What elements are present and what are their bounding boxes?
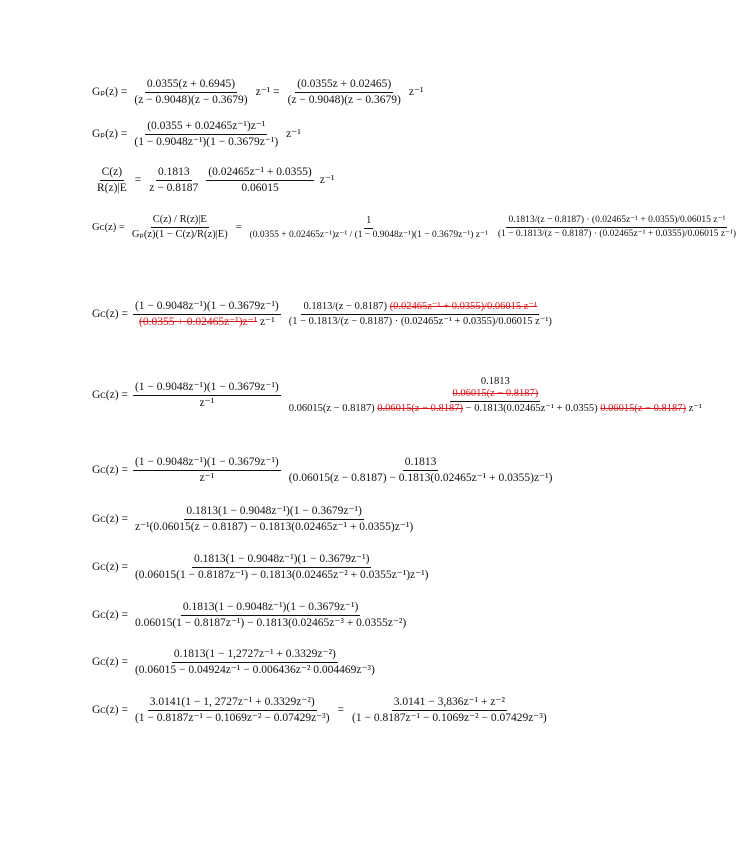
eq6-f2-numerator-struck: 0.06015(z − 0.8187)	[452, 388, 539, 400]
eq5-f2-denominator: (1 − 0.1813/(z − 0.8187) · (0.02465z⁻¹ + 0.0355)/0.06015 z⁻¹)	[288, 316, 552, 328]
eq7-fraction-2	[287, 456, 555, 485]
eq10-numerator: 0.1813(1 − 0.9048z⁻¹)(1 − 0.3679z⁻¹)	[181, 601, 360, 616]
equation-1	[92, 78, 426, 107]
eq7-f2-denominator: (0.06015(z − 0.8187) − 0.1813(0.02465z⁻¹ + 0.0355)z⁻¹)	[288, 472, 553, 485]
eq12-fraction-2	[350, 696, 549, 725]
eq3-f1-numerator: 0.1813	[156, 166, 192, 181]
eq12-f1-denominator: (1 − 0.8187z⁻¹ − 0.1069z⁻² − 0.07429z⁻³)	[134, 712, 330, 725]
eq1-f2-numerator: (0.0355z + 0.02465)	[295, 78, 393, 93]
equation-6	[92, 376, 707, 415]
eq1-f1-tail: z⁻¹ =	[255, 86, 280, 99]
eq5-f2-numerator	[301, 301, 539, 315]
eq9-numerator: 0.1813(1 − 0.9048z⁻¹)(1 − 0.3679z⁻¹)	[192, 553, 371, 568]
eq4-big-numerator: C(z) / R(z)|E	[151, 214, 209, 228]
equation-7	[92, 456, 557, 485]
equation-8	[92, 505, 418, 534]
eq4-lhs: Gᴄ(z) =	[92, 221, 125, 233]
eq1-f1-numerator: 0.0355(z + 0.6945)	[145, 78, 237, 93]
eq7-fraction-1	[133, 456, 281, 485]
equation-4	[92, 214, 741, 241]
eq6-f2-numerator	[450, 376, 540, 402]
eq3-fraction-1	[147, 166, 200, 195]
eq1-fraction-1	[132, 78, 249, 107]
eq5-f1-denominator-tail: z⁻¹	[260, 316, 275, 329]
eq2-numerator: (0.0355 + 0.02465z⁻¹)z⁻¹	[145, 120, 267, 135]
eq6-f2-den-part-b-struck: 0.06015(z − 0.8187)	[600, 403, 687, 415]
eq6-lhs: Gᴄ(z) =	[92, 388, 128, 401]
eq4-f1-numerator: 1	[364, 215, 373, 229]
eq12-f2-denominator: (1 − 0.8187z⁻¹ − 0.1069z⁻² − 0.07429z⁻³)	[352, 712, 547, 725]
equation-2	[92, 120, 304, 149]
eq2-denominator: (1 − 0.9048z⁻¹)(1 − 0.3679z⁻¹)	[134, 136, 279, 149]
eq10-denominator: 0.06015(1 − 0.8187z⁻¹) − 0.1813(0.02465z⁻³ + 0.0355z⁻²)	[134, 617, 407, 630]
eq10-lhs: Gᴄ(z) =	[92, 609, 128, 622]
eq5-f2-numerator-part: 0.1813/(z − 0.8187)	[303, 301, 387, 313]
equation-12	[92, 696, 552, 725]
eq10-fraction	[133, 601, 408, 630]
eq2-fraction	[132, 120, 280, 149]
equation-9	[92, 553, 434, 582]
eq1-f2-tail: z⁻¹	[408, 86, 424, 99]
eq6-fraction-2	[287, 376, 704, 415]
equation-5	[92, 300, 557, 329]
eq11-denominator: (0.06015 − 0.04924z⁻¹ − 0.006436z⁻² 0.004469z⁻³)	[134, 664, 375, 677]
eq3-lhs-fraction	[95, 166, 129, 195]
eq7-f1-numerator: (1 − 0.9048z⁻¹)(1 − 0.3679z⁻¹)	[133, 456, 281, 471]
eq3-f2-denominator: 0.06015	[241, 182, 279, 195]
eq4-f2-numerator: 0.1813/(z − 0.8187) · (0.02465z⁻¹ + 0.0355)/0.06015 z⁻¹	[506, 215, 727, 228]
eq1-f1-denominator: (z − 0.9048)(z − 0.3679)	[134, 94, 248, 107]
eq9-fraction	[133, 553, 431, 582]
eq4-equals: =	[235, 221, 242, 233]
eq4-big-fraction	[130, 214, 230, 241]
eq1-fraction-2	[286, 78, 403, 107]
eq11-numerator: 0.1813(1 − 1,2727z⁻¹ + 0.3329z⁻²)	[172, 648, 338, 663]
eq4-big-denominator: Gₚ(z)(1 − C(z)/R(z)|E)	[131, 229, 228, 241]
eq8-numerator: 0.1813(1 − 0.9048z⁻¹)(1 − 0.3679z⁻¹)	[184, 505, 363, 520]
eq5-f1-denominator	[137, 315, 277, 329]
eq12-f1-numerator: 3.0141(1 − 1, 2727z⁻¹ + 0.3329z⁻²)	[148, 696, 317, 711]
eq3-equals: =	[134, 174, 142, 187]
eq7-f2-numerator: 0.1813	[403, 456, 439, 471]
eq3-lhs-numerator: C(z)	[100, 166, 124, 181]
eq5-fraction-2	[287, 301, 554, 328]
eq8-fraction	[133, 505, 415, 534]
eq6-f2-denominator: 0.06015(z − 0.8187) 0.06015(z − 0.8187) − 0.1813(0.02465z⁻¹ + 0.0355) 0.06015(z − 0.8187) z⁻¹	[288, 403, 703, 415]
eq5-fraction-1	[133, 300, 281, 329]
eq1-lhs: Gₚ(z) =	[92, 86, 128, 99]
eq6-f1-numerator: (1 − 0.9048z⁻¹)(1 − 0.3679z⁻¹)	[133, 381, 281, 396]
eq5-f2-numerator-struck: (0.02465z⁻¹ + 0.0355)/0.06015 z⁻¹	[389, 301, 538, 313]
eq11-fraction	[133, 648, 377, 677]
eq9-lhs: Gᴄ(z) =	[92, 561, 128, 574]
eq3-tail: z⁻¹	[319, 174, 335, 187]
eq3-f1-denominator: z − 0.8187	[149, 182, 199, 195]
eq1-f2-denominator: (z − 0.9048)(z − 0.3679)	[287, 94, 401, 107]
equation-3	[92, 166, 337, 195]
equation-11	[92, 648, 380, 677]
eq4-fraction-1	[248, 215, 490, 241]
eq6-f2-den-tail: z⁻¹	[688, 403, 703, 415]
eq3-f2-numerator: (0.02465z⁻¹ + 0.0355)	[206, 166, 314, 181]
eq5-lhs: Gᴄ(z) =	[92, 308, 128, 321]
eq12-lhs: Gᴄ(z) =	[92, 704, 128, 717]
eq12-equals: =	[337, 704, 345, 717]
eq4-f1-denominator: (0.0355 + 0.02465z⁻¹)z⁻¹ / (1 − 0.9048z⁻¹)(1 − 0.3679z⁻¹) z⁻¹	[249, 229, 488, 240]
eq6-f1-denominator: z⁻¹	[199, 397, 215, 410]
eq12-f2-numerator: 3.0141 − 3,836z⁻¹ + z⁻²	[392, 696, 507, 711]
eq5-f1-numerator: (1 − 0.9048z⁻¹)(1 − 0.3679z⁻¹)	[133, 300, 281, 315]
eq6-fraction-1	[133, 381, 281, 410]
eq2-tail: z⁻¹	[286, 128, 301, 141]
eq4-f2-denominator: (1 − 0.1813/(z − 0.8187) · (0.02465z⁻¹ + 0.0355)/0.06015 z⁻¹)	[497, 229, 736, 240]
eq3-fraction-2	[206, 166, 314, 195]
eq2-lhs: Gₚ(z) =	[92, 128, 128, 141]
eq6-f2-numerator-part: 0.1813	[480, 376, 510, 387]
equation-10	[92, 601, 411, 630]
eq7-f1-denominator: z⁻¹	[199, 472, 215, 485]
eq11-lhs: Gᴄ(z) =	[92, 656, 128, 669]
eq3-lhs-denominator: R(z)|E	[97, 182, 127, 195]
eq6-f2-den-part-a: 0.06015(z − 0.8187)	[288, 403, 375, 415]
eq12-fraction-1	[133, 696, 332, 725]
eq6-f2-den-part-a-struck: 0.06015(z − 0.8187)	[377, 403, 464, 415]
eq6-f2-den-part-b: 0.1813(0.02465z⁻¹ + 0.0355)	[474, 403, 598, 415]
eq5-f1-denominator-struck: (0.0355 + 0.02465z⁻¹)z⁻¹	[139, 316, 258, 329]
eq4-fraction-2	[496, 215, 738, 240]
eq9-denominator: (0.06015(1 − 0.8187z⁻¹) − 0.1813(0.02465z⁻² + 0.0355z⁻¹)z⁻¹)	[134, 569, 429, 582]
eq8-lhs: Gᴄ(z) =	[92, 513, 128, 526]
eq8-denominator: z⁻¹(0.06015(z − 0.8187) − 0.1813(0.02465z⁻¹ + 0.0355)z⁻¹)	[134, 521, 414, 534]
eq7-lhs: Gᴄ(z) =	[92, 464, 128, 477]
